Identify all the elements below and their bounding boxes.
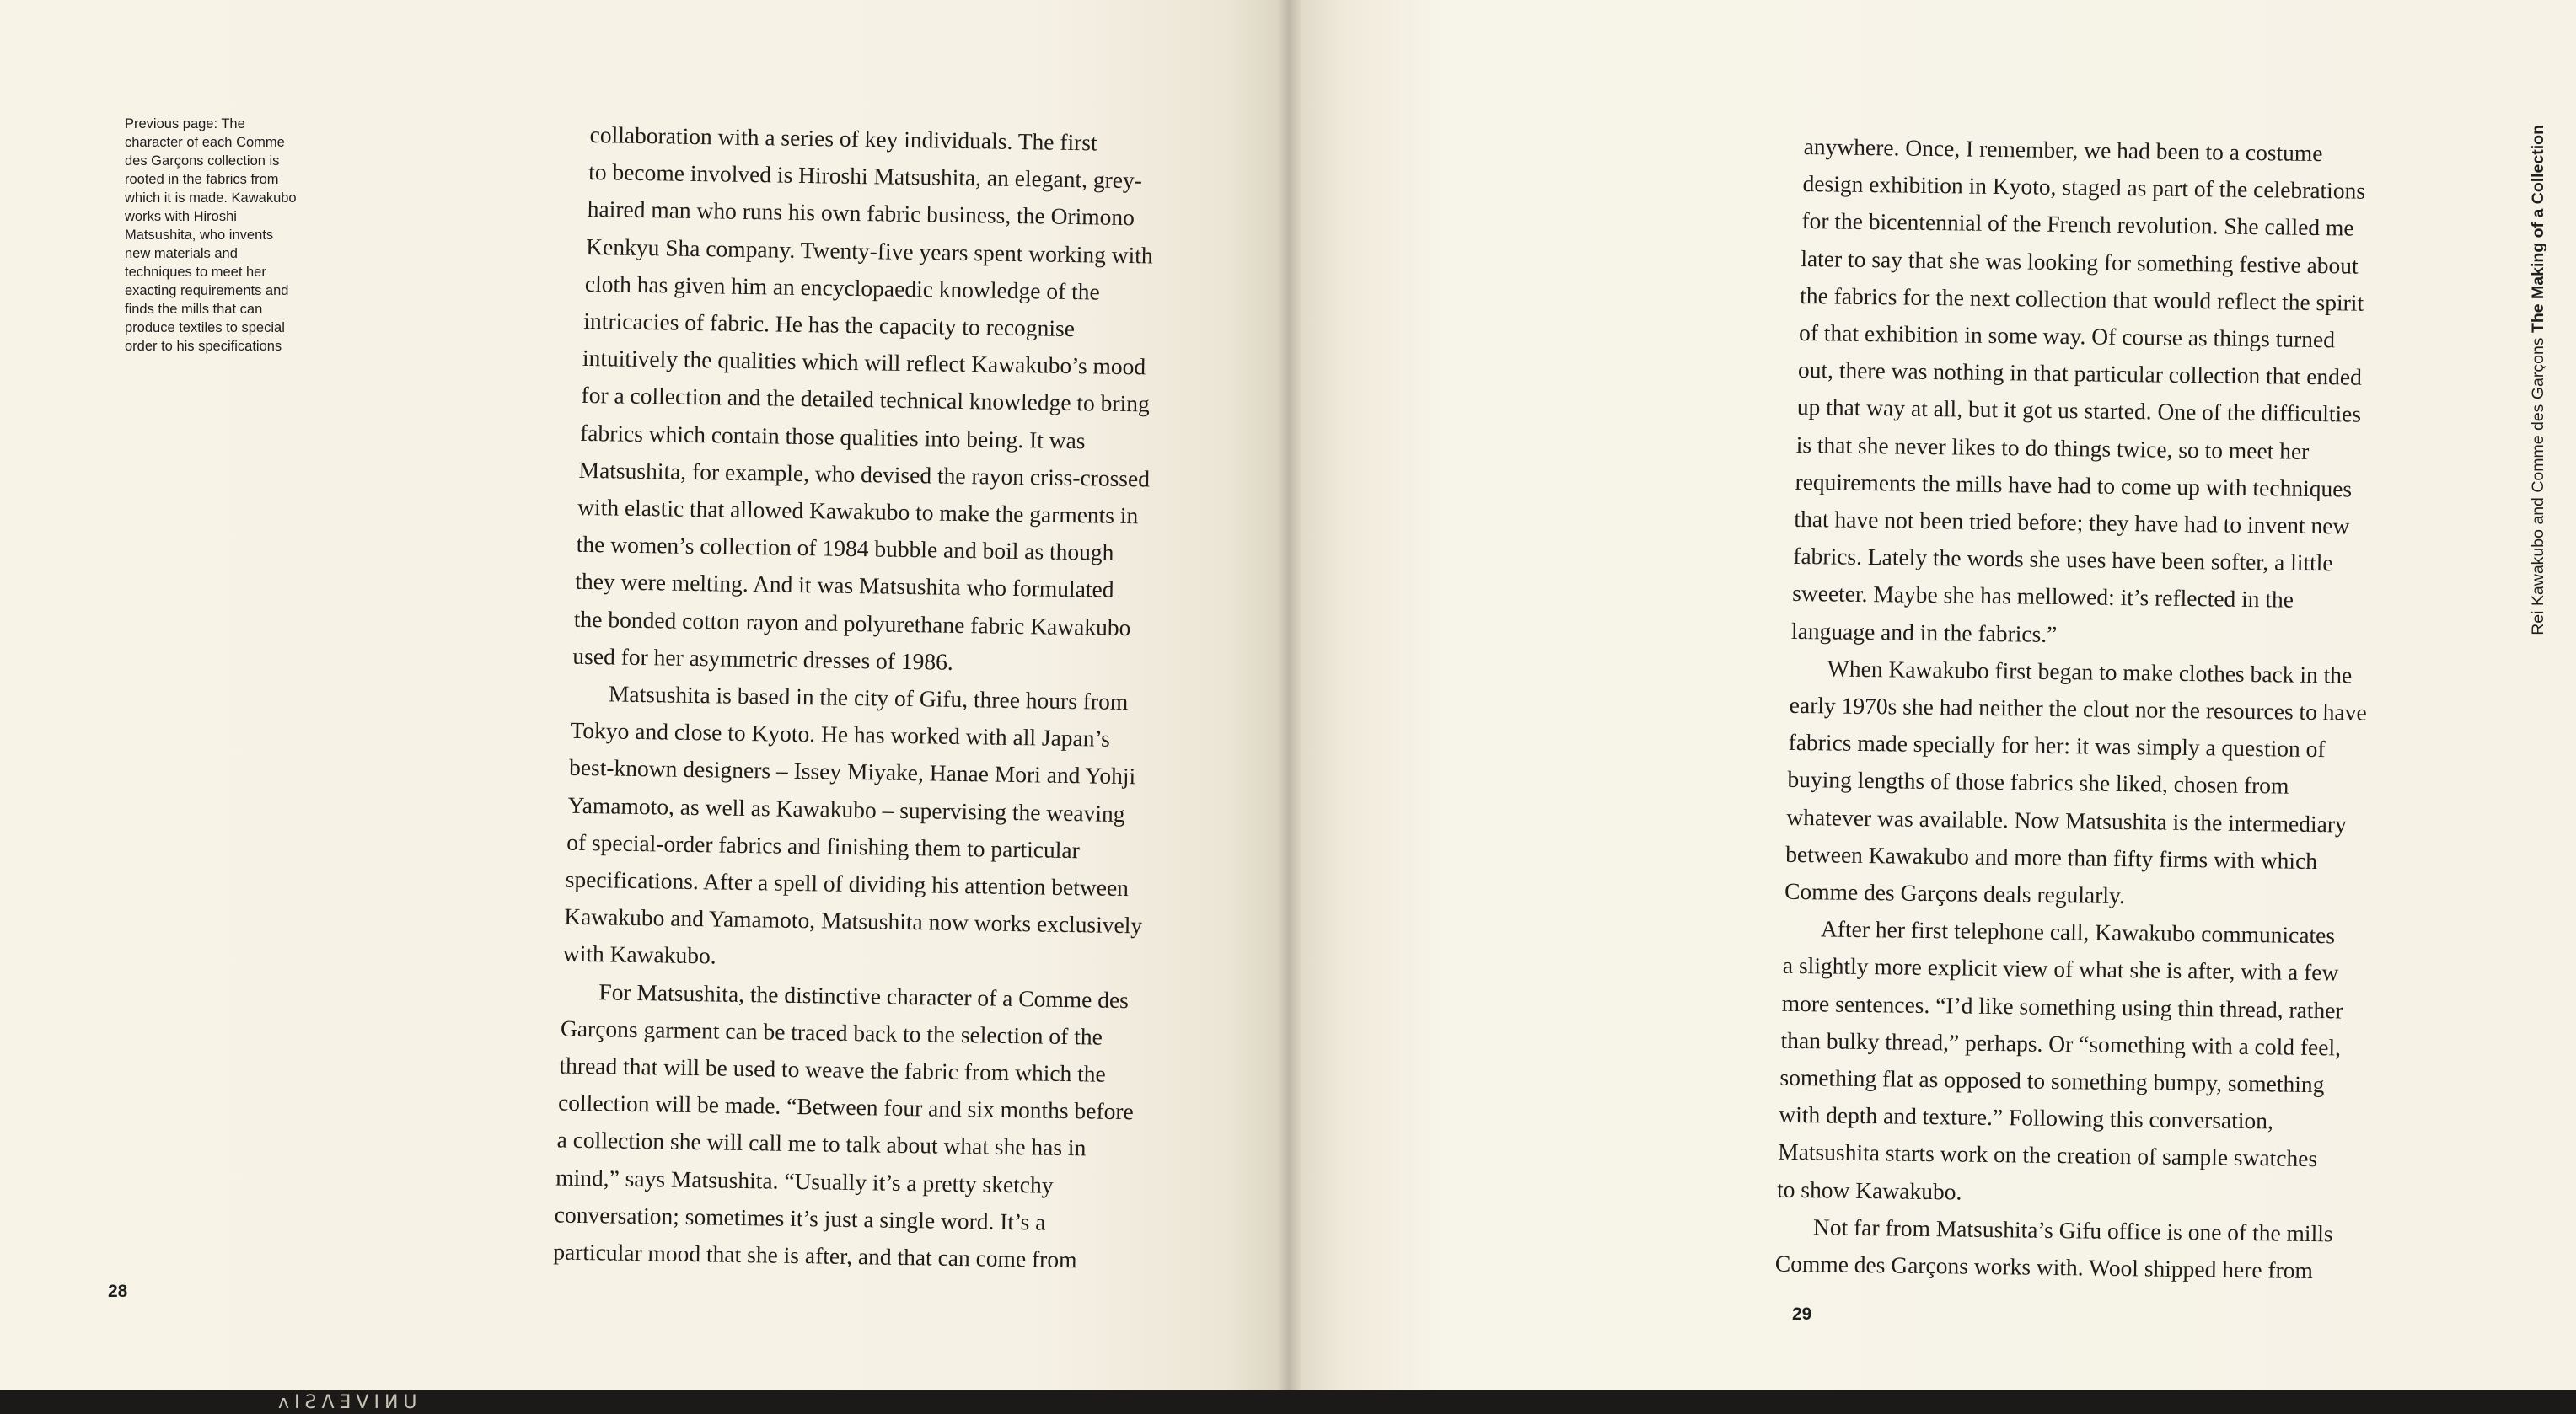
caption-line: produce textiles to special [125, 320, 285, 335]
caption-line: exacting requirements and [125, 283, 289, 298]
caption-line: Matsushita, who invents [125, 228, 274, 243]
text-line: with elastic that allowed Kawakubo to make the garments in [577, 493, 1139, 529]
text-line: Tokyo and close to Kyoto. He has worked with all Japan’s [570, 716, 1111, 753]
caption-line: which it is made. Kawakubo [125, 190, 297, 206]
text-line: between Kawakubo and more than fifty firms with which [1785, 840, 2318, 874]
text-line: After her first telephone call, Kawakubo communicates [1820, 915, 2336, 949]
text-line: for a collection and the detailed technical knowledge to bring [581, 382, 1150, 417]
caption-line: des Garçons collection is [125, 153, 280, 169]
text-line: sweeter. Maybe she has mellowed: it’s reflected in the [1791, 580, 2294, 613]
running-head [2529, 125, 2548, 681]
image-caption [125, 115, 352, 356]
text-line: used for her asymmetric dresses of 1986. [572, 642, 953, 675]
text-line: anywhere. Once, I remember, we had been to a costume [1803, 132, 2323, 167]
text-line: early 1970s she had neither the clout nor the resources to have [1789, 691, 2367, 726]
right-body-text [1774, 128, 2375, 1290]
text-line: When Kawakubo first began to make clothes back in the [1827, 655, 2353, 688]
text-line: Garçons garment can be traced back to the selection of the [560, 1015, 1103, 1050]
running-head-section: The Making of a Collection [2529, 125, 2547, 334]
caption-line: works with Hiroshi [125, 209, 237, 224]
page-number-left: 28 [108, 1282, 128, 1301]
text-line: the women’s collection of 1984 bubble and boil as though [576, 531, 1114, 566]
text-line: a slightly more explicit view of what she is after, with a few [1782, 952, 2339, 986]
text-line: collaboration with a series of key individuals. The first [589, 121, 1097, 156]
caption-line: new materials and [125, 246, 238, 261]
text-line: specifications. After a spell of dividing his attention between [565, 865, 1130, 902]
text-line: conversation; sometimes it’s just a single word. It’s a [554, 1201, 1046, 1235]
text-line: of that exhibition in some way. Of course as things turned [1798, 319, 2336, 353]
text-line: up that way at all, but it got us started. One of the difficulties [1796, 394, 2362, 428]
text-line: they were melting. And it was Matsushita who formulated [575, 568, 1114, 603]
cover-edge-text: ᴧIƧɅƎVIИU [278, 1392, 422, 1413]
text-line: Matsushita starts work on the creation of sample swatches [1778, 1138, 2318, 1172]
text-line: with depth and texture.” Following this conversation, [1779, 1101, 2274, 1134]
page-number-right: 29 [1792, 1304, 1812, 1324]
text-line: best-known designers – Issey Miyake, Hanae Mori and Yohji [568, 754, 1136, 790]
text-line: For Matsushita, the distinctive character of a Comme des [598, 977, 1130, 1013]
caption-line: finds the mills that can [125, 302, 263, 317]
text-line: a collection she will call me to talk about what she has in [556, 1127, 1087, 1161]
text-line: than bulky thread,” perhaps. Or “something with a cold feel, [1780, 1026, 2342, 1061]
text-line: out, there was nothing in that particular collection that ended [1797, 356, 2363, 390]
text-line: collection will be made. “Between four and six months before [557, 1089, 1134, 1125]
text-line: Kenkyu Sha company. Twenty-five years spent working with [586, 233, 1153, 269]
text-line: is that she never likes to do things twice, so to meet her [1795, 431, 2310, 464]
text-line: requirements the mills have had to come up with techniques [1795, 468, 2353, 502]
running-head-title: Rei Kawakubo and Comme des Garçons [2529, 337, 2547, 635]
text-line: the bonded cotton rayon and polyurethane fabric Kawakubo [573, 605, 1131, 640]
text-line: cloth has given him an encyclopaedic knowledge of the [584, 270, 1100, 305]
text-line: the fabrics for the next collection that would reflect the spirit [1800, 281, 2364, 316]
text-line: buying lengths of those fabrics she liked, chosen from [1787, 766, 2289, 800]
text-line: something flat as opposed to something bumpy, something [1779, 1063, 2325, 1098]
text-line: Comme des Garçons deals regularly. [1784, 877, 2126, 909]
text-line: particular mood that she is after, and that can come from [553, 1238, 1077, 1273]
text-line: to show Kawakubo. [1776, 1176, 1962, 1205]
text-line: thread that will be used to weave the fabric from which the [559, 1052, 1107, 1087]
text-line: fabrics which contain those qualities into being. It was [579, 419, 1086, 453]
left-page [0, 0, 1290, 1390]
text-line: design exhibition in Kyoto, staged as part of the celebrations [1802, 170, 2366, 204]
text-line: for the bicentennial of the French revolution. She called me [1801, 207, 2354, 241]
text-line: Matsushita, for example, who devised the rayon criss-crossed [578, 456, 1151, 492]
text-line: whatever was available. Now Matsushita is the intermediary [1786, 803, 2347, 838]
text-line: later to say that she was looking for something festive about [1801, 244, 2359, 279]
text-line: Comme des Garçons works with. Wool shipped here from [1774, 1250, 2314, 1284]
caption-line: character of each Comme [125, 135, 285, 150]
right-page [1290, 0, 2576, 1390]
text-line: language and in the fabrics.” [1790, 617, 2058, 647]
book-gutter [1277, 0, 1302, 1390]
left-body-text [553, 116, 1155, 1280]
text-line: Yamamoto, as well as Kawakubo – supervising the weaving [567, 791, 1125, 827]
text-line: mind,” says Matsushita. “Usually it’s a pretty sketchy [555, 1164, 1054, 1198]
text-line: haired man who runs his own fabric business, the Orimono [587, 195, 1135, 231]
text-line: fabrics made specially for her: it was simply a question of [1788, 729, 2326, 763]
text-line: intricacies of fabric. He has the capacity to recognise [583, 307, 1076, 342]
text-line: of special-order fabrics and finishing them to particular [566, 828, 1080, 864]
text-line: more sentences. “I’d like something using thin thread, rather [1781, 989, 2343, 1024]
caption-line: Previous page: The [125, 116, 245, 131]
caption-line: order to his specifications [125, 339, 282, 354]
caption-line: techniques to meet her [125, 265, 266, 280]
text-line: Not far from Matsushita’s Gifu office is one of the mills [1812, 1213, 2333, 1247]
text-line: intuitively the qualities which will reflect Kawakubo’s mood [582, 345, 1146, 380]
text-line: to become involved is Hiroshi Matsushita, an elegant, grey- [588, 158, 1143, 194]
caption-line: rooted in the fabrics from [125, 172, 279, 187]
text-line: Matsushita is based in the city of Gifu, three hours from [608, 680, 1129, 715]
text-line: that have not been tried before; they have had to invent new [1794, 505, 2350, 539]
text-line: Kawakubo and Yamamoto, Matsushita now works exclusively [564, 902, 1143, 939]
text-line: with Kawakubo. [562, 940, 716, 969]
text-line: fabrics. Lately the words she uses have been softer, a little [1793, 543, 2333, 576]
